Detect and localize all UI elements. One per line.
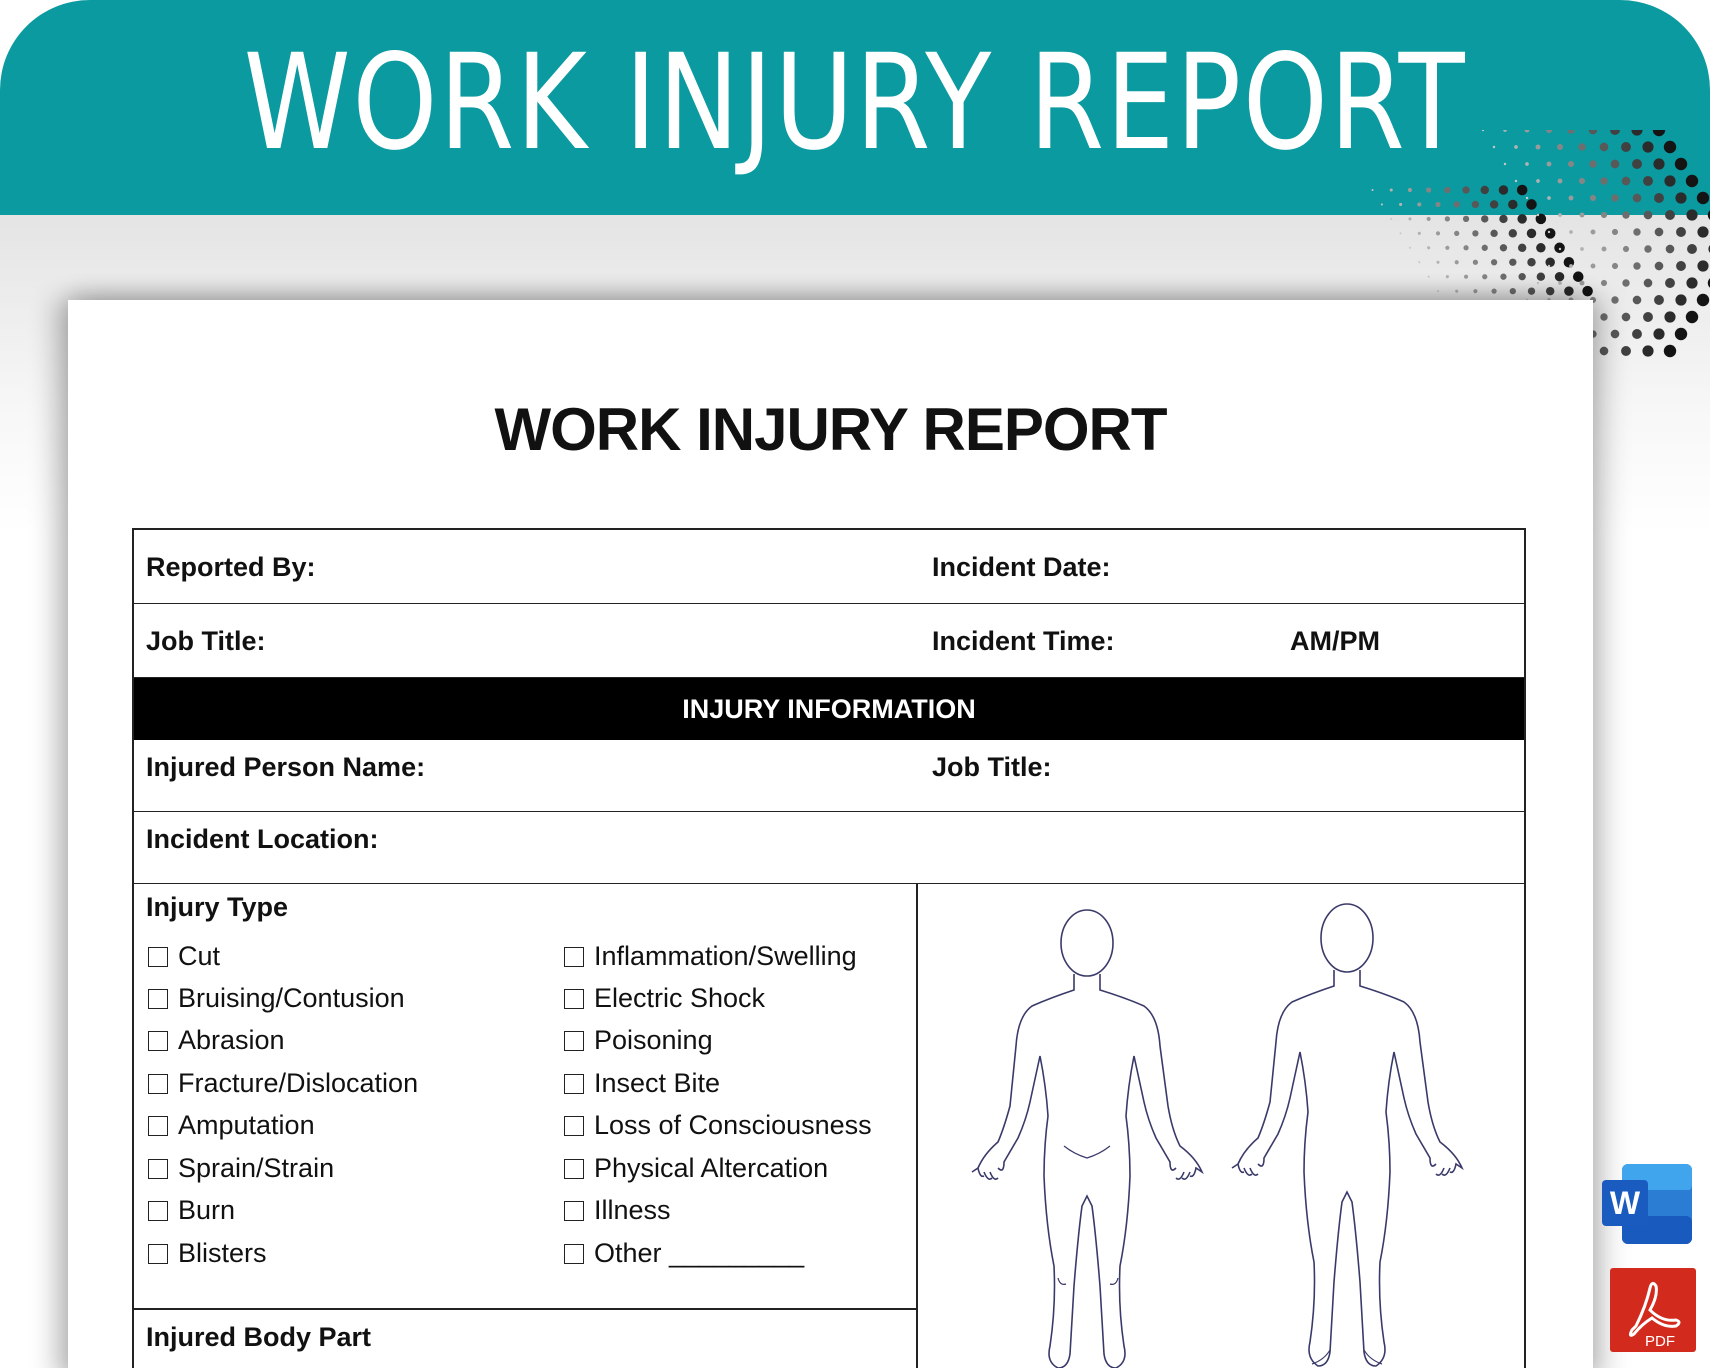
- row-injured-person: [134, 740, 1524, 812]
- halftone-dot: [1525, 162, 1529, 166]
- checkbox-item[interactable]: [148, 1195, 235, 1226]
- halftone-dot: [1436, 231, 1440, 235]
- halftone-dot: [1564, 286, 1573, 295]
- label-reported-by: Reported By:: [146, 552, 316, 582]
- halftone-dot: [1428, 276, 1430, 278]
- checkbox-item[interactable]: [148, 1238, 267, 1269]
- halftone-dot: [1527, 229, 1536, 238]
- checkbox-label: Loss of Consciousness: [594, 1110, 872, 1140]
- halftone-dot: [1590, 195, 1596, 201]
- halftone-dot: [1455, 260, 1459, 264]
- halftone-dot: [1653, 158, 1664, 169]
- halftone-dot: [1446, 275, 1449, 278]
- halftone-dot: [1644, 211, 1653, 220]
- halftone-dot: [1653, 130, 1665, 136]
- halftone-dot: [1528, 287, 1535, 294]
- halftone-dot: [1515, 180, 1517, 182]
- halftone-dot: [1697, 260, 1708, 271]
- halftone-dot: [1399, 203, 1402, 206]
- halftone-dot: [1472, 230, 1478, 236]
- halftone-dot: [1473, 289, 1477, 293]
- injured-body-part-label: Injured Body Part: [146, 1322, 372, 1352]
- halftone-dot: [1409, 247, 1411, 249]
- checkbox-item[interactable]: [564, 1110, 872, 1141]
- halftone-dot: [1490, 230, 1497, 237]
- halftone-dot: [1558, 281, 1562, 285]
- halftone-dot: [1621, 142, 1631, 152]
- report-form: [132, 528, 1526, 1368]
- halftone-dot: [1622, 279, 1629, 286]
- halftone-dot: [1427, 246, 1430, 249]
- halftone-dot: [1612, 263, 1618, 269]
- halftone-dot: [1589, 160, 1596, 167]
- injury-type-heading: Injury Type: [146, 892, 289, 922]
- checkbox-label: Fracture/Dislocation: [178, 1068, 419, 1098]
- checkbox-label: Other _________: [594, 1238, 805, 1268]
- halftone-dot: [1568, 161, 1574, 167]
- halftone-dot: [1536, 243, 1545, 252]
- checkbox-label: Electric Shock: [594, 983, 766, 1013]
- halftone-dot: [1510, 288, 1516, 294]
- halftone-dot: [1611, 194, 1618, 201]
- halftone-dot: [1526, 199, 1537, 210]
- halftone-dot: [1518, 273, 1525, 280]
- halftone-dot: [1499, 215, 1507, 223]
- checkbox[interactable]: [148, 1201, 168, 1221]
- halftone-dot: [1622, 177, 1631, 186]
- halftone-dot: [1622, 313, 1631, 322]
- halftone-dot: [1472, 201, 1479, 208]
- halftone-dot: [1463, 216, 1469, 222]
- halftone-dot: [1601, 212, 1607, 218]
- halftone-dot: [1578, 143, 1585, 150]
- halftone-dot: [1612, 229, 1618, 235]
- halftone-dot: [1426, 187, 1431, 192]
- checkbox-item[interactable]: [564, 1025, 713, 1056]
- halftone-dot: [1555, 272, 1564, 281]
- halftone-dot: [1632, 159, 1642, 169]
- halftone-dot: [1580, 213, 1585, 218]
- halftone-dot: [1655, 228, 1664, 237]
- halftone-dot: [1589, 130, 1598, 134]
- halftone-dot: [1500, 244, 1507, 251]
- checkbox-label: Abrasion: [178, 1025, 285, 1055]
- checkbox[interactable]: [564, 1159, 584, 1179]
- halftone-dot: [1655, 262, 1664, 271]
- halftone-dot: [1632, 329, 1642, 339]
- document-title: WORK INJURY REPORT: [494, 396, 1167, 463]
- checkbox[interactable]: [564, 1244, 584, 1264]
- halftone-dot: [1454, 201, 1460, 207]
- column-divider: [916, 883, 918, 1368]
- halftone-dot: [1621, 346, 1631, 356]
- label-incident-location: Incident Location:: [146, 824, 379, 854]
- halftone-dot: [1536, 179, 1540, 183]
- label-am-pm: AM/PM: [1290, 626, 1380, 656]
- halftone-dot: [1518, 244, 1526, 252]
- halftone-dot: [1569, 264, 1573, 268]
- halftone-dot: [1623, 246, 1629, 252]
- checkbox-label: Blisters: [178, 1238, 267, 1268]
- halftone-dot: [1445, 246, 1449, 250]
- checkbox-item[interactable]: [148, 1068, 418, 1099]
- checkbox-item[interactable]: [148, 983, 405, 1014]
- halftone-dot: [1462, 186, 1469, 193]
- halftone-dot: [1664, 175, 1675, 186]
- halftone-dot: [1437, 290, 1439, 292]
- checkbox[interactable]: [564, 989, 584, 1009]
- checkbox-item[interactable]: [148, 941, 220, 972]
- row-incident-location: [134, 812, 1524, 884]
- halftone-dot: [1554, 243, 1565, 254]
- halftone-dot: [1697, 192, 1709, 204]
- checkbox-label: Cut: [178, 941, 221, 971]
- halftone-dot: [1537, 282, 1539, 284]
- halftone-dot: [1482, 245, 1488, 251]
- halftone-dot: [1666, 245, 1675, 254]
- halftone-dot: [1481, 215, 1488, 222]
- row-reported-by: [134, 530, 1524, 604]
- halftone-dot: [1675, 192, 1686, 203]
- label-injured-person-name: Injured Person Name:: [146, 752, 426, 782]
- checkbox[interactable]: [148, 989, 168, 1009]
- halftone-dot: [1643, 312, 1653, 322]
- halftone-dot: [1482, 274, 1487, 279]
- halftone-dot: [1633, 228, 1640, 235]
- banner-title: WORK INJURY REPORT: [243, 26, 1467, 180]
- halftone-dot: [1509, 259, 1516, 266]
- halftone-dot: [1644, 279, 1653, 288]
- checkbox[interactable]: [148, 947, 168, 967]
- halftone-dot: [1686, 175, 1698, 187]
- label-incident-time: Incident Time:: [932, 626, 1115, 656]
- checkbox-label: Amputation: [178, 1110, 315, 1140]
- checkbox-item[interactable]: [564, 941, 857, 972]
- halftone-dot: [1676, 227, 1686, 237]
- halftone-dot: [1610, 130, 1620, 135]
- checkbox-label: Sprain/Strain: [178, 1153, 335, 1183]
- halftone-dot: [1665, 278, 1675, 288]
- halftone-dot: [1455, 290, 1458, 293]
- halftone-dot: [1569, 230, 1573, 234]
- halftone-dot: [1546, 130, 1552, 133]
- halftone-dot: [1546, 287, 1554, 295]
- body-part-divider: [134, 1308, 917, 1310]
- halftone-dot: [1526, 197, 1528, 199]
- checkbox-item[interactable]: [564, 1195, 671, 1226]
- halftone-dot: [1548, 231, 1550, 233]
- halftone-dot: [1493, 146, 1495, 148]
- halftone-dot: [1545, 228, 1556, 239]
- section-injury-information: INJURY INFORMATION: [134, 678, 1524, 740]
- halftone-dot: [1697, 294, 1709, 306]
- halftone-dot: [1503, 130, 1507, 132]
- checkbox[interactable]: [148, 1159, 168, 1179]
- halftone-dot: [1418, 232, 1421, 235]
- halftone-dot: [1372, 189, 1374, 191]
- body-diagram-back[interactable]: [1212, 900, 1482, 1368]
- halftone-dot: [1390, 188, 1393, 191]
- halftone-dot: [1558, 213, 1562, 217]
- halftone-dot: [1408, 188, 1412, 192]
- halftone-dot: [1675, 294, 1686, 305]
- document-page: [68, 300, 1593, 1368]
- halftone-dot: [1557, 144, 1563, 150]
- halftone-dot: [1580, 281, 1585, 286]
- halftone-dot: [1499, 185, 1508, 194]
- checkbox-item[interactable]: [564, 983, 765, 1014]
- halftone-dot: [1580, 247, 1584, 251]
- halftone-dot: [1558, 179, 1563, 184]
- halftone-dot: [1622, 211, 1629, 218]
- halftone-dot: [1600, 313, 1607, 320]
- checkbox-item[interactable]: [148, 1110, 315, 1141]
- halftone-dot: [1569, 196, 1574, 201]
- halftone-dot: [1631, 130, 1642, 136]
- halftone-dot: [1697, 226, 1708, 237]
- halftone-dot: [1473, 260, 1478, 265]
- checkbox-item[interactable]: [564, 1153, 828, 1184]
- word-icon-letter: W: [1609, 1185, 1641, 1221]
- halftone-dot: [1582, 286, 1593, 297]
- halftone-dot: [1537, 272, 1545, 280]
- halftone-dot: [1591, 264, 1596, 269]
- row-job-title: [134, 604, 1524, 678]
- halftone-dot: [1579, 178, 1585, 184]
- halftone-dot: [1548, 265, 1550, 267]
- halftone-dot: [1643, 176, 1653, 186]
- halftone-dot: [1436, 261, 1439, 264]
- halftone-dot: [1445, 216, 1450, 221]
- word-file-icon[interactable]: [1600, 1160, 1696, 1248]
- halftone-dot: [1654, 295, 1664, 305]
- halftone-dot: [1611, 296, 1618, 303]
- halftone-dot: [1525, 130, 1530, 132]
- checkbox[interactable]: [564, 1074, 584, 1094]
- checkbox-label: Bruising/Contusion: [178, 983, 405, 1013]
- halftone-dot: [1686, 209, 1697, 220]
- halftone-dot: [1602, 247, 1607, 252]
- halftone-dot: [1675, 158, 1687, 170]
- halftone-dot: [1567, 130, 1574, 134]
- halftone-dot: [1381, 203, 1383, 205]
- halftone-dot: [1547, 162, 1552, 167]
- halftone-dot: [1504, 163, 1506, 165]
- halftone-dot: [1633, 194, 1642, 203]
- checkbox-label: Illness: [594, 1195, 671, 1225]
- halftone-dot: [1665, 210, 1675, 220]
- checkbox-item[interactable]: [148, 1025, 285, 1056]
- halftone-dot: [1408, 217, 1411, 220]
- label-injured-job-title: Job Title:: [932, 752, 1052, 782]
- checkbox-item[interactable]: [564, 1068, 720, 1099]
- halftone-dot: [1611, 330, 1620, 339]
- halftone-dot: [1633, 296, 1642, 305]
- halftone-dot: [1573, 271, 1584, 282]
- halftone-dot: [1664, 345, 1676, 357]
- halftone-dot: [1559, 248, 1561, 250]
- halftone-dot: [1600, 177, 1607, 184]
- checkbox[interactable]: [148, 1116, 168, 1136]
- halftone-dot: [1545, 258, 1554, 267]
- halftone-dot: [1481, 186, 1489, 194]
- pdf-file-icon[interactable]: [1610, 1268, 1696, 1352]
- halftone-dot: [1686, 311, 1698, 323]
- halftone-dot: [1508, 200, 1517, 209]
- checkbox-label: Insect Bite: [594, 1068, 721, 1098]
- halftone-dot: [1400, 232, 1402, 234]
- halftone-dot: [1444, 187, 1450, 193]
- halftone-dot: [1491, 289, 1496, 294]
- halftone-dot: [1536, 145, 1541, 150]
- checkbox-label: Burn: [178, 1195, 236, 1225]
- halftone-dot: [1464, 275, 1468, 279]
- checkbox-label: Inflammation/Swelling: [594, 941, 857, 971]
- halftone-dot: [1417, 202, 1421, 206]
- halftone-dot: [1500, 274, 1506, 280]
- checkbox-label: Physical Altercation: [594, 1153, 829, 1183]
- checkbox-label: Poisoning: [594, 1025, 713, 1055]
- halftone-dot: [1633, 262, 1640, 269]
- halftone-dot: [1591, 230, 1596, 235]
- halftone-dot: [1482, 130, 1484, 131]
- halftone-dot: [1509, 229, 1517, 237]
- halftone-dot: [1642, 141, 1653, 152]
- halftone-dot: [1600, 347, 1609, 356]
- halftone-dot: [1463, 245, 1468, 250]
- halftone-dot: [1537, 214, 1539, 216]
- halftone-dot: [1490, 200, 1498, 208]
- halftone-dot: [1491, 259, 1497, 265]
- halftone-dot: [1547, 196, 1551, 200]
- checkbox[interactable]: [564, 1116, 584, 1136]
- checkbox[interactable]: [564, 1201, 584, 1221]
- pdf-icon-label: PDF: [1645, 1333, 1675, 1350]
- halftone-dot: [1664, 141, 1676, 153]
- halftone-dot: [1390, 218, 1392, 220]
- label-job-title: Job Title:: [146, 626, 266, 656]
- halftone-dot: [1435, 202, 1440, 207]
- checkbox[interactable]: [564, 947, 584, 967]
- halftone-dot: [1644, 245, 1651, 252]
- halftone-dot: [1527, 258, 1535, 266]
- halftone-dot: [1600, 143, 1609, 152]
- halftone-dot: [1686, 277, 1697, 288]
- halftone-dot: [1611, 160, 1620, 169]
- halftone-dot: [1653, 328, 1664, 339]
- checkbox-item[interactable]: [148, 1153, 334, 1184]
- halftone-dot: [1517, 185, 1528, 196]
- halftone-dot: [1642, 345, 1653, 356]
- halftone-dot: [1418, 261, 1420, 263]
- halftone-dot: [1517, 214, 1526, 223]
- halftone-dot: [1675, 328, 1687, 340]
- halftone-dot: [1664, 311, 1675, 322]
- checkbox-item[interactable]: [564, 1238, 804, 1269]
- halftone-dot: [1601, 280, 1607, 286]
- checkbox[interactable]: [148, 1244, 168, 1264]
- halftone-dot: [1654, 193, 1664, 203]
- checkbox[interactable]: [148, 1031, 168, 1051]
- halftone-dot: [1514, 145, 1518, 149]
- halftone-dot: [1454, 231, 1459, 236]
- label-incident-date: Incident Date:: [932, 552, 1111, 582]
- checkbox[interactable]: [148, 1074, 168, 1094]
- halftone-dot: [1687, 244, 1697, 254]
- halftone-dot: [1676, 261, 1686, 271]
- halftone-dot: [1427, 217, 1431, 221]
- checkbox[interactable]: [564, 1031, 584, 1051]
- body-diagram-front[interactable]: [954, 906, 1224, 1368]
